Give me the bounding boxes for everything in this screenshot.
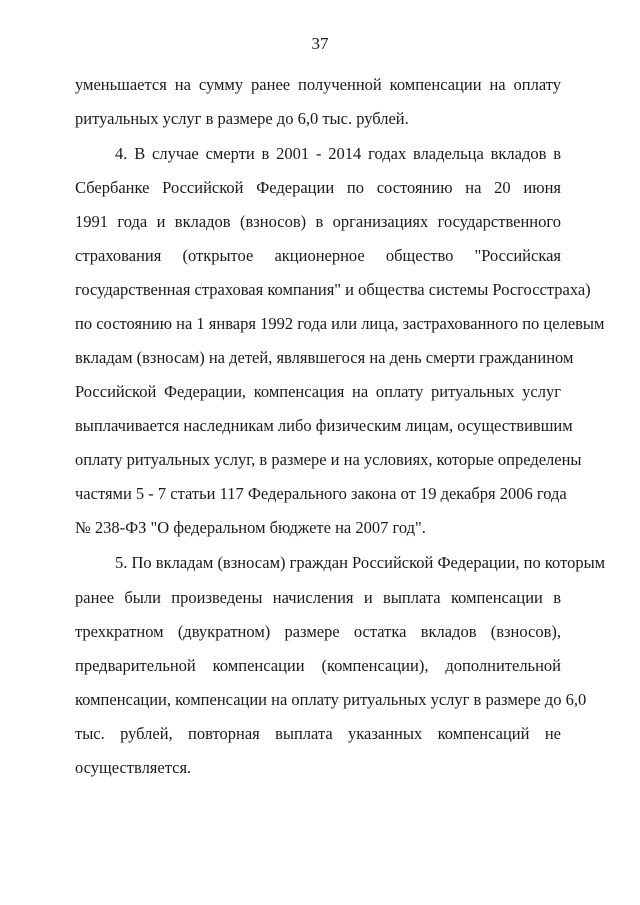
paragraph-2-line-12: № 238-ФЗ "О федеральном бюджете на 2007 год". (75, 518, 426, 537)
paragraph-2-line-2: Сбербанке Российской Федерации по состоянию на 20 июня (75, 178, 561, 197)
paragraph-3-line-7: осуществляется. (75, 758, 192, 777)
paragraph-3-line-3: трехкратном (двукратном) размере остатка вкладов (взносов), (75, 622, 561, 641)
paragraph-2-line-1: 4. В случае смерти в 2001 - 2014 годах владельца вкладов в (115, 144, 561, 163)
paragraph-2-line-11: частями 5 - 7 статьи 117 Федерального закона от 19 декабря 2006 года (75, 484, 567, 503)
page-number: 37 (311, 34, 329, 53)
paragraph-2-line-3: 1991 года и вкладов (взносов) в организациях государственного (75, 212, 561, 231)
paragraph-2-line-5: государственная страховая компания" и общества системы Росгосстраха) (75, 280, 591, 299)
paragraph-3-line-4: предварительной компенсации (компенсации), дополнительной (75, 656, 561, 675)
paragraph-2-line-4: страхования (открытое акционерное общество "Российская (75, 246, 561, 265)
paragraph-3-line-5: компенсации, компенсации на оплату ритуальных услуг в размере до 6,0 (75, 690, 587, 709)
paragraph-1-line-1: уменьшается на сумму ранее полученной компенсации на оплату (75, 75, 561, 94)
paragraph-2-line-6: по состоянию на 1 января 1992 года или лица, застрахованного по целевым (75, 314, 605, 333)
paragraph-3-line-2: ранее были произведены начисления и выплата компенсации в (75, 588, 561, 607)
paragraph-3-line-1: 5. По вкладам (взносам) граждан Российской Федерации, по которым (115, 553, 606, 572)
paragraph-2-line-9: выплачивается наследникам либо физическим лицам, осуществившим (75, 416, 573, 435)
paragraph-1-line-2: ритуальных услуг в размере до 6,0 тыс. рублей. (75, 109, 409, 128)
paragraph-2-line-7: вкладам (взносам) на детей, являвшегося на день смерти гражданином (75, 348, 574, 367)
paragraph-3-line-6: тыс. рублей, повторная выплата указанных компенсаций не (75, 724, 561, 743)
paragraph-2-line-10: оплату ритуальных услуг, в размере и на условиях, которые определены (75, 450, 582, 469)
paragraph-2-line-8: Российской Федерации, компенсация на оплату ритуальных услуг (75, 382, 561, 401)
